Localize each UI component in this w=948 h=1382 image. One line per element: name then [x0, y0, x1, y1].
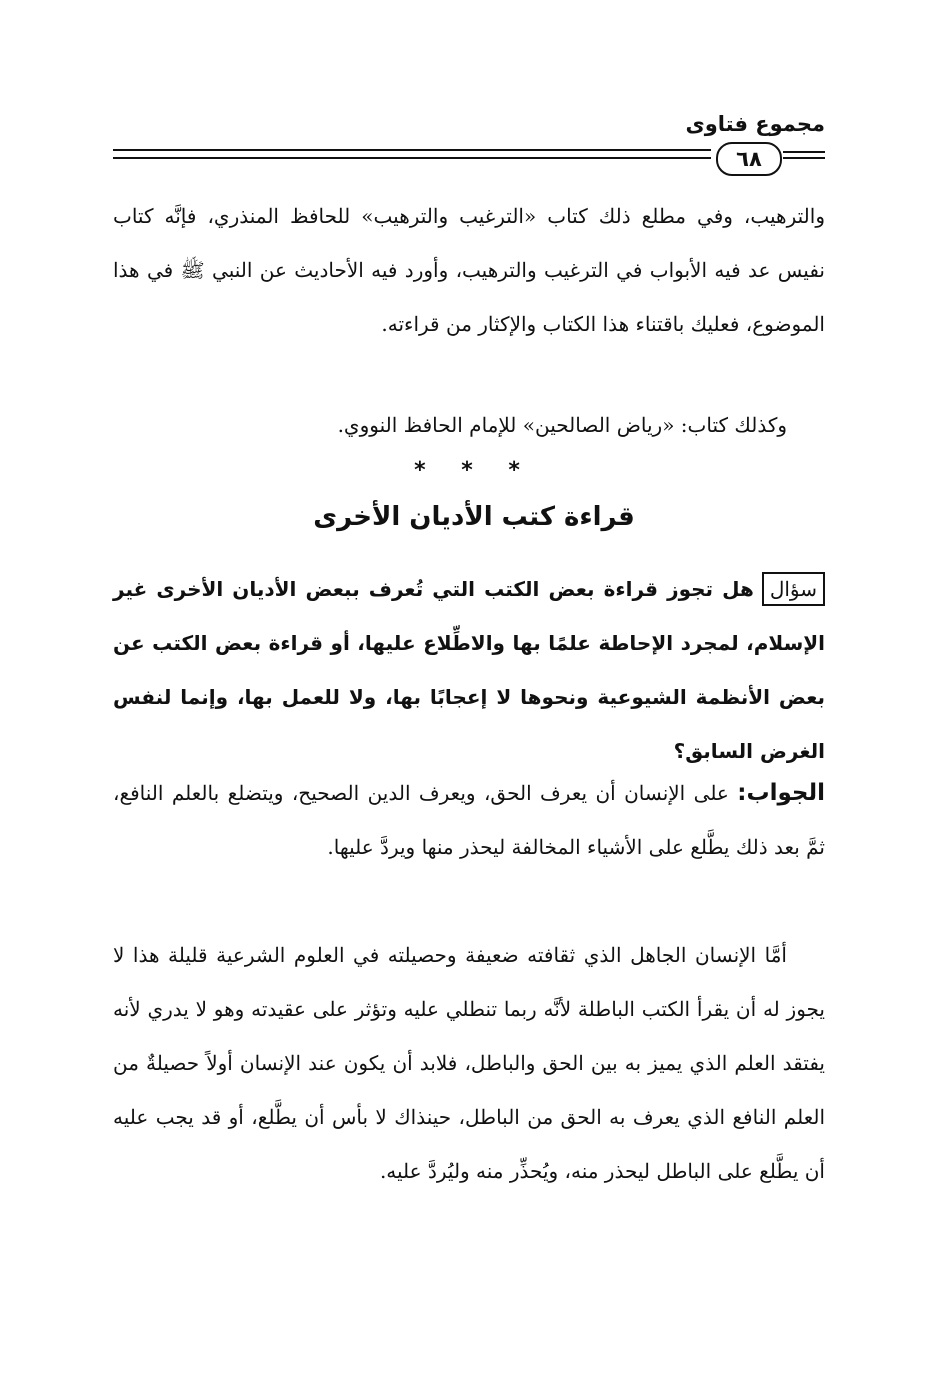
page-number: ٦٨: [716, 142, 782, 176]
answer-text: على الإنسان أن يعرف الحق، ويعرف الدين الصحيح، ويتضلع بالعلم النافع، ثمَّ بعد ذلك يطَّلع على الأشياء المخالفة ليحذر منها ويردَّ عليها.: [113, 781, 825, 859]
header-rule: [783, 151, 825, 153]
answer-block: [113, 766, 825, 874]
section-separator: * * *: [414, 458, 534, 483]
paragraph: وكذلك كتاب: «رياض الصالحين» للإمام الحافظ النووي.: [337, 413, 787, 437]
paragraph: والترهيب، وفي مطلع ذلك كتاب «الترغيب والترهيب» للحافظ المنذري، فإنَّه كتاب نفيس عد فيه الأبواب في الترغيب والترهيب، وأورد فيه الأحاديث عن النبي ﷺ في هذا الموضوع، فعليك باقتناء هذا الكتاب والإكثار من قراءته.: [113, 204, 825, 336]
answer-label: الجواب:: [737, 780, 825, 806]
question-text: هل تجوز قراءة بعض الكتب التي تُعرف ببعض الأديان الأخرى غير الإسلام، لمجرد الإحاطة علمًا بها والاطِّلاع عليها، أو قراءة بعض الكتب عن بعض الأنظمة الشيوعية ونحوها لا إعجابًا بها، ولا للعمل بها، وإنما لنفس الغرض السابق؟: [113, 577, 825, 763]
question-label: سؤال: [762, 572, 825, 606]
header-rule: [113, 149, 711, 151]
question-block: [113, 562, 825, 778]
paragraph: أمَّا الإنسان الجاهل الذي ثقافته ضعيفة وحصيلته في العلوم الشرعية قليلة هذا لا يجوز له أن يقرأ الكتب الباطلة لأنَّه ربما تنطلي عليه وتؤثر على عقيدته وهو لا يدري لأنه يفتقد العلم الذي يميز به بين الحق والباطل، فلابد أن يكون عند الإنسان أولاً حصيلةٌ من العلم النافع الذي يعرف به الحق من الباطل، حينذاك لا بأس أن يطَّلع، أو قد يجب عليه أن يطَّلع على الباطل ليحذر منه، ويُحذِّر منه وليُردَّ عليه.: [113, 943, 825, 1183]
running-title: مجموع فتاوى: [685, 112, 825, 136]
header-rule: [113, 157, 711, 159]
header-rule: [783, 157, 825, 159]
page-header: [113, 112, 825, 172]
section-title: قراءة كتب الأديان الأخرى: [313, 502, 635, 532]
